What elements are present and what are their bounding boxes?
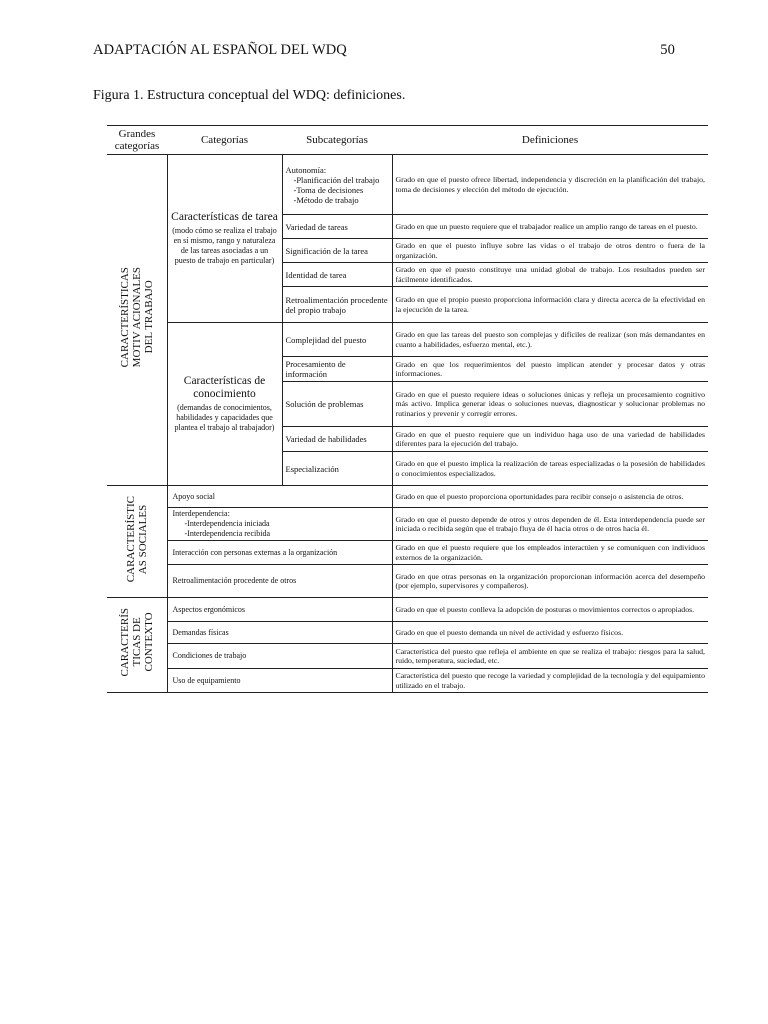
subcategory: Significación de la tarea — [282, 239, 392, 263]
subcategory: Complejidad del puesto — [282, 323, 392, 357]
subcategory: Procesamiento de información — [282, 357, 392, 382]
subcategory: Demandas físicas — [167, 622, 392, 644]
group-label-line: TICAS DE — [130, 617, 143, 668]
definition: Grado en que los requerimientos del puesto implican atender y procesar datos y otras informaciones. — [392, 357, 708, 382]
subcategory: Especialización — [282, 452, 392, 486]
figure-caption: Figura 1. Estructura conceptual del WDQ: definiciones. — [93, 88, 406, 103]
category-description: (demandas de conocimientos, habilidades y capacidades que plantea el trabajo al trabajador) — [174, 403, 275, 432]
definition: Grado en que el puesto requiere ideas o soluciones únicas y refleja un procesamiento cognitivo más activo. Implica generar ideas o soluciones nuevas, diagnosticar y solucionar problemas no rutinarios y prevenir y corregir errores. — [392, 382, 708, 427]
group-label-line: CARACTERÍS — [118, 608, 131, 677]
header-categorias: Categorías — [167, 126, 282, 155]
group-label-line: MOTIV ACIONALES — [130, 267, 143, 368]
header-subcategorias: Subcategorías — [282, 126, 392, 155]
category-conocimiento — [167, 323, 282, 486]
subcategory: Identidad de tarea — [282, 263, 392, 287]
subcategory: Variedad de tareas — [282, 215, 392, 239]
table-row — [107, 323, 708, 357]
definition: Grado en que el puesto requiere que un individuo haga uso de una variedad de habilidades diferentes para la ejecución del trabajo. — [392, 427, 708, 452]
table-row — [107, 598, 708, 622]
subcategory: Retroalimentación procedente del propio trabajo — [282, 287, 392, 323]
page-header — [93, 42, 675, 62]
definition: Grado en que otras personas en la organización proporcionan información acerca del desempeño (por ejemplo, supervisores y compañeros). — [392, 565, 708, 598]
subcategory: Solución de problemas — [282, 382, 392, 427]
group-label-line: CARACTERÍSTIC — [124, 495, 137, 583]
group-contexto — [107, 598, 167, 693]
subcategory: Apoyo social — [167, 486, 392, 508]
category-description: (modo cómo se realiza el trabajo en sí mismo, rango y naturaleza de las tareas asociadas a un puesto de trabajo en particular) — [172, 226, 277, 265]
category-title: Características de conocimiento — [183, 375, 266, 400]
definition: Grado en que el puesto depende de otros y otros dependen de él. Esta interdependencia puede ser iniciada o recibida según que el trabajo fluya de él hacia otros o de otros hacia él. — [392, 508, 708, 541]
group-sociales — [107, 486, 167, 598]
definition: Grado en que el puesto ofrece libertad, independencia y discreción en la planificación del trabajo, toma de decisiones y elección del método de ejecución. — [392, 155, 708, 215]
header-grandes-categorias: Grandes categorías — [107, 126, 167, 155]
table-row — [107, 486, 708, 508]
group-label-line: CARACTERÍSTICAS — [118, 267, 131, 368]
sub-line: -Método de trabajo — [293, 194, 359, 205]
subcategory: Retroalimentación procedente de otros — [167, 565, 392, 598]
subcategory-interdependencia — [167, 508, 392, 541]
table-row — [107, 644, 708, 669]
definition: Grado en que el puesto proporciona oportunidades para recibir consejo o asistencia de otros. — [392, 486, 708, 508]
table-row — [107, 508, 708, 541]
sub-line: -Interdependencia recibida — [184, 529, 271, 538]
subcategory-autonomia — [282, 155, 392, 215]
sub-line: Interdependencia: — [172, 509, 230, 518]
wdq-definitions-table — [107, 125, 708, 693]
definition: Característica del puesto que refleja el ambiente en que se realiza el trabajo: riesgos para la salud, ruido, temperatura, suciedad, etc. — [392, 644, 708, 669]
page-number: 50 — [660, 42, 675, 58]
group-label-line: DEL TRABAJO — [142, 280, 155, 355]
category-title: Características de tarea — [171, 211, 278, 223]
definition: Grado en que el puesto demanda un nivel de actividad y esfuerzo físicos. — [392, 622, 708, 644]
subcategory: Variedad de habilidades — [282, 427, 392, 452]
table-row — [107, 541, 708, 565]
definition: Grado en que el puesto constituye una unidad global de trabajo. Los resultados pueden ser fácilmente identificados. — [392, 263, 708, 287]
table-header-row — [107, 126, 708, 155]
category-tarea — [167, 155, 282, 323]
table-row — [107, 155, 708, 215]
subcategory: Condiciones de trabajo — [167, 644, 392, 669]
group-label-line: CONTEXTO — [142, 612, 155, 673]
sub-line: -Interdependencia iniciada — [184, 519, 270, 528]
definition: Grado en que las tareas del puesto son complejas y difíciles de realizar (son más demandantes en cuanto a habilidades, esfuerzo mental, etc.). — [392, 323, 708, 357]
table-row — [107, 565, 708, 598]
definition: Grado en que el puesto implica la realización de tareas especializadas o la posesión de habilidades o conocimientos especializados. — [392, 452, 708, 486]
header-definiciones: Definiciones — [392, 126, 708, 155]
definition: Grado en que el propio puesto proporciona información clara y directa acerca de la efectividad en la ejecución de la tarea. — [392, 287, 708, 323]
subcategory: Uso de equipamiento — [167, 669, 392, 693]
group-motivacionales — [107, 155, 167, 486]
definition: Grado en que el puesto requiere que los empleados interactúen y se comuniquen con individuos externos de la organización. — [392, 541, 708, 565]
subcategory: Aspectos ergonómicos — [167, 598, 392, 622]
sub-line: Autonomía: — [285, 164, 327, 175]
wdq-table-container — [107, 125, 708, 693]
definition: Grado en que un puesto requiere que el trabajador realice un amplio rango de tareas en el puesto. — [392, 215, 708, 239]
table-row — [107, 622, 708, 644]
sub-line: -Planificación del trabajo — [293, 174, 380, 185]
definition: Grado en que el puesto conlleva la adopción de posturas o movimientos correctos o apropiados. — [392, 598, 708, 622]
group-label-line: AS SOCIALES — [136, 504, 149, 574]
running-title: ADAPTACIÓN AL ESPAÑOL DEL WDQ — [93, 42, 347, 58]
table-row — [107, 669, 708, 693]
subcategory: Interacción con personas externas a la organización — [167, 541, 392, 565]
sub-line: -Toma de decisiones — [293, 184, 364, 195]
definition: Característica del puesto que recoge la variedad y complejidad de la tecnología y del equipamiento utilizado en el trabajo. — [392, 669, 708, 693]
definition: Grado en que el puesto influye sobre las vidas o el trabajo de otros dentro o fuera de la organización. — [392, 239, 708, 263]
